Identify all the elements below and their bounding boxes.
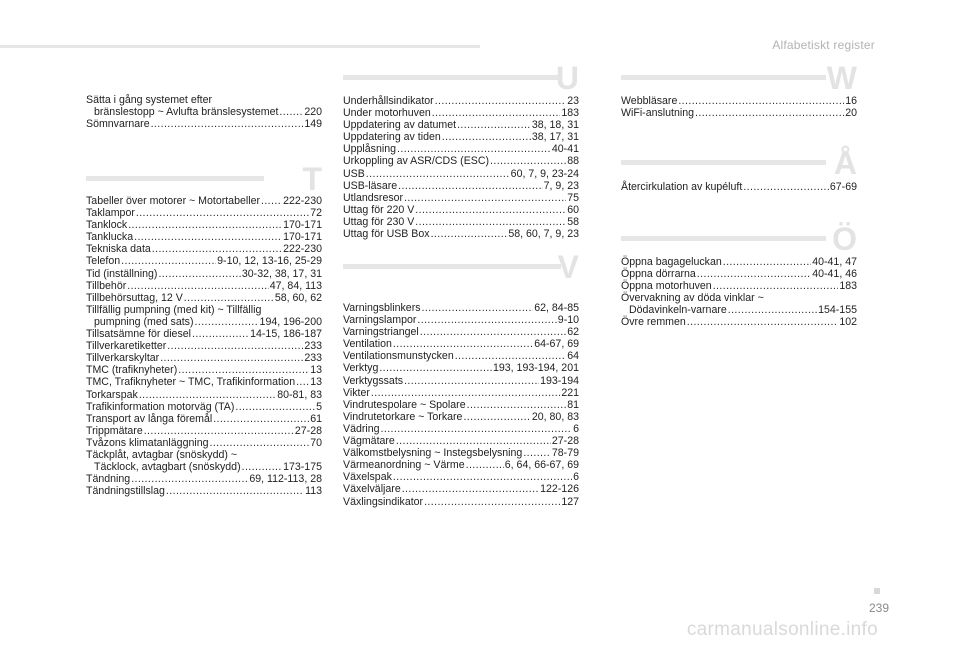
dot-leader	[398, 180, 542, 192]
dot-leader	[723, 256, 812, 268]
dot-leader	[210, 437, 310, 449]
index-entry-pages: 127	[561, 495, 579, 508]
dot-leader	[139, 389, 276, 401]
dot-leader	[424, 496, 560, 508]
dot-leader	[127, 280, 269, 292]
index-entry	[86, 328, 322, 340]
index-entry	[86, 292, 322, 304]
dot-leader	[432, 107, 561, 119]
section-rule	[621, 236, 826, 241]
index-entry	[343, 387, 579, 399]
dot-leader	[152, 243, 282, 255]
index-entry-label: TMC, Trafiknyheter ~ TMC, Trafikinformation	[86, 376, 296, 389]
index-entry-label: Övervakning av döda vinklar ~	[621, 292, 764, 305]
dot-leader	[158, 268, 240, 280]
dot-leader	[417, 314, 556, 326]
index-entry	[343, 180, 579, 192]
index-entry-pages: 60	[567, 203, 579, 216]
index-entry-label: Öppna motorhuven	[621, 280, 712, 293]
index-entry-label: Transport av långa föremål	[86, 412, 213, 425]
index-entry	[86, 231, 322, 243]
section-rule	[621, 75, 826, 80]
index-entry-pages: 183	[561, 107, 579, 120]
dot-leader	[195, 316, 259, 328]
index-entry-pages: 13	[310, 376, 322, 389]
index-entry	[86, 118, 322, 130]
index-entry-pages: 154-155	[818, 304, 857, 317]
dot-leader	[296, 376, 309, 388]
index-entry	[343, 399, 579, 411]
section-header-u	[343, 61, 579, 95]
index-entry-label: Öppna dörrarna	[621, 268, 696, 281]
index-entry-pages: 170-171	[283, 231, 322, 244]
index-entry-pages: 61	[310, 412, 322, 425]
section-v-entries	[343, 302, 579, 508]
dot-leader	[166, 485, 304, 497]
index-entry-label: USB	[343, 167, 365, 180]
index-entry-pages: 27-28	[294, 424, 322, 437]
index-entry-label: Urkoppling av ASR/CDS (ESC)	[343, 155, 490, 168]
watermark-text: carmanualsonline.info	[686, 619, 878, 640]
section-header-v	[343, 250, 579, 284]
index-entry-label: Vägmätare	[343, 435, 395, 448]
index-entry-pages: 9-10, 12, 13-16, 25-29	[217, 255, 322, 268]
index-entry-label: Verktyg	[343, 362, 379, 375]
dot-leader	[467, 399, 567, 411]
index-entry	[343, 423, 579, 435]
index-entry-label: WiFi-anslutning	[621, 107, 695, 120]
index-entry-pages: 183	[839, 280, 857, 293]
intro-entries	[86, 94, 322, 130]
index-entry-pages: 233	[304, 340, 322, 353]
index-entry-pages: 13	[310, 364, 322, 377]
dot-leader	[184, 292, 274, 304]
dot-leader	[366, 168, 510, 180]
index-entry-label: Växelväljare	[343, 483, 401, 496]
dot-leader	[466, 459, 504, 471]
index-entry-pages: 173-175	[283, 461, 322, 474]
section-header-w	[621, 61, 857, 95]
index-entry	[343, 411, 579, 423]
dot-leader	[151, 118, 304, 130]
index-entry	[621, 181, 857, 193]
dot-leader	[697, 268, 811, 280]
page-number: 239	[869, 601, 890, 615]
index-entry	[86, 449, 322, 473]
index-entry	[86, 376, 322, 388]
index-entry-label: Trippmätare	[86, 424, 143, 437]
index-entry-pages: 40-41, 46	[812, 268, 857, 281]
index-entry-label: Ventilationsmunstycken	[343, 350, 454, 363]
index-entry-label: Tillsatsämne för diesel	[86, 328, 191, 341]
dot-leader	[435, 95, 567, 107]
index-entry	[343, 143, 579, 155]
index-entry-label: Växlingsindikator	[343, 495, 424, 508]
index-entry-pages: 58, 60, 7, 9, 23	[508, 228, 579, 241]
index-entry-pages: 102	[839, 316, 857, 329]
dot-leader	[134, 231, 282, 243]
index-entry-label: TMC (trafiknyheter)	[86, 364, 178, 377]
dot-leader	[404, 375, 539, 387]
index-entry-pages: 72	[310, 207, 322, 220]
corner-marker	[874, 588, 880, 594]
index-entry-pages: 16	[845, 95, 857, 107]
dot-leader	[463, 411, 530, 423]
index-entry	[343, 435, 579, 447]
dot-leader	[167, 340, 303, 352]
index-entry-pages: 64	[567, 350, 579, 363]
index-entry	[86, 268, 322, 280]
section-header-a-ring	[621, 146, 857, 180]
index-entry	[86, 389, 322, 401]
index-entry-pages: 6	[573, 422, 579, 435]
dot-leader	[404, 192, 566, 204]
dot-leader	[121, 255, 216, 267]
index-entry-pages: 67-69	[829, 181, 857, 193]
dot-leader	[178, 364, 309, 376]
index-entry-pages: 193, 193-194, 201	[492, 362, 579, 375]
index-entry	[86, 219, 322, 231]
section-o-uml-entries	[621, 256, 857, 329]
dot-leader	[379, 362, 492, 374]
dot-leader	[128, 219, 282, 231]
index-entry-label: Tvåzons klimatanläggning	[86, 436, 209, 449]
index-entry-pages: 7, 9, 23	[543, 179, 579, 192]
index-entry-label: Tabeller över motorer ~ Motortabeller	[86, 195, 260, 207]
index-entry	[86, 280, 322, 292]
index-entry-label: Trafikinformation motorväg (TA)	[86, 400, 235, 413]
dot-leader	[279, 106, 303, 118]
index-entry	[343, 131, 579, 143]
index-entry-label: Uppdatering av tiden	[343, 131, 441, 144]
dot-leader	[728, 304, 817, 316]
index-entry	[86, 485, 322, 497]
dot-leader	[242, 461, 283, 473]
index-entry	[86, 425, 322, 437]
index-entry	[86, 255, 322, 267]
section-letter: V	[557, 249, 579, 285]
index-entry-label: Vindrutespolare ~ Spolare	[343, 398, 466, 411]
index-entry-label: Täckplåt, avtagbar (snöskydd) ~	[86, 448, 238, 461]
index-entry-label: Tillfällig pumpning (med kit) ~ Tillfällig	[86, 303, 262, 316]
index-entry-label: Tändningstillslag	[86, 485, 165, 498]
index-entry-pages: 38, 17, 31	[531, 131, 579, 144]
index-entry-pages: 193-194	[540, 374, 579, 387]
dot-leader	[192, 328, 249, 340]
index-entry-pages: 194, 196-200	[259, 315, 322, 328]
index-entry-pages: 27-28	[551, 435, 579, 448]
index-entry-pages: 20	[845, 107, 857, 120]
index-entry-label: Välkomstbelysning ~ Instegsbelysning	[343, 447, 523, 460]
index-entry-label: Tekniska data	[86, 243, 151, 256]
section-u-entries	[343, 95, 579, 240]
index-entry-label: Varningstriangel	[343, 326, 419, 339]
index-entry-pages: 62, 84-85	[534, 302, 579, 314]
dot-leader	[457, 119, 531, 131]
index-entry-label: Öppna bagageluckan	[621, 256, 722, 268]
index-entry	[86, 401, 322, 413]
dot-leader	[402, 483, 539, 495]
index-entry	[86, 364, 322, 376]
dot-leader	[136, 207, 309, 219]
index-entry	[621, 256, 857, 268]
index-entry	[343, 302, 579, 314]
dot-leader	[144, 425, 294, 437]
page-header-title: Alfabetiskt register	[772, 38, 875, 52]
section-header-o-uml	[621, 222, 857, 256]
index-entry	[343, 314, 579, 326]
index-entry	[621, 292, 857, 316]
index-entry	[343, 459, 579, 471]
index-entry-label: Uppdatering av datumet	[343, 119, 457, 132]
dot-leader	[455, 350, 566, 362]
index-entry	[86, 94, 322, 118]
index-entry-label: Värmeanordning ~ Värme	[343, 459, 465, 472]
index-entry-label: Tillbehörsuttag, 12 V	[86, 291, 183, 304]
index-entry-pages: 60, 7, 9, 23-24	[510, 167, 579, 180]
index-entry-label: Vädring	[343, 422, 380, 435]
header-rule	[0, 45, 480, 48]
index-entry	[343, 228, 579, 240]
section-a-ring-entries	[621, 181, 857, 193]
section-t-entries	[86, 195, 322, 497]
index-entry	[86, 352, 322, 364]
dot-leader	[687, 316, 839, 328]
index-entry-label: Under motorhuven	[343, 107, 431, 120]
index-entry-pages: 170-171	[283, 219, 322, 232]
index-entry	[343, 362, 579, 374]
dot-leader	[371, 387, 560, 399]
index-entry	[86, 207, 322, 219]
dot-leader	[261, 195, 282, 207]
index-entry	[343, 471, 579, 483]
index-entry-pages: 38, 18, 31	[531, 119, 579, 132]
index-entry-label: Verktygssats	[343, 374, 404, 387]
section-letter: Å	[833, 145, 857, 181]
index-entry-label: Varningslampor	[343, 314, 417, 327]
dot-leader	[431, 228, 508, 240]
index-entry-label: Uttag för USB Box	[343, 228, 430, 241]
section-rule	[343, 264, 561, 269]
index-entry-continuation: Täcklock, avtagbart (snöskydd)	[94, 461, 241, 474]
dot-leader	[422, 302, 534, 314]
index-entry-continuation: Dödavinkeln-varnare	[629, 304, 727, 317]
index-entry-pages: 40-41, 47	[812, 256, 857, 268]
index-entry-continuation: pumpning (med sats)	[94, 315, 194, 328]
dot-leader	[695, 107, 844, 119]
index-entry	[343, 338, 579, 350]
dot-leader	[490, 155, 566, 167]
section-rule	[343, 75, 561, 80]
index-entry-label: Tillverkarskyltar	[86, 352, 160, 365]
index-entry-label: Tanklucka	[86, 231, 134, 244]
dot-leader	[415, 204, 566, 216]
index-entry-label: Tillverkaretiketter	[86, 340, 167, 353]
section-letter: W	[826, 60, 857, 96]
index-entry-label: Telefon	[86, 255, 121, 268]
dot-leader	[415, 216, 566, 228]
index-entry-label: Taklampor	[86, 207, 135, 220]
index-entry-pages: 81	[567, 398, 579, 411]
index-entry-pages: 6	[573, 471, 579, 484]
index-entry-pages: 47, 84, 113	[269, 279, 322, 292]
index-entry-label: Upplåsning	[343, 143, 397, 156]
index-entry-pages: 40-41	[551, 143, 579, 156]
index-entry	[343, 216, 579, 228]
index-entry	[621, 95, 857, 107]
index-entry-label: Utlandsresor	[343, 191, 404, 204]
index-entry	[621, 268, 857, 280]
section-letter: U	[555, 60, 579, 96]
dot-leader	[131, 473, 248, 485]
index-entry-label: Övre remmen	[621, 316, 686, 329]
index-entry-continuation: bränslestopp ~ Avlufta bränslesystemet	[94, 106, 279, 119]
index-entry-label: Tändning	[86, 473, 131, 486]
index-entry-pages: 221	[561, 386, 579, 399]
dot-leader	[160, 352, 303, 364]
index-entry-label: Tillbehör	[86, 279, 127, 292]
index-entry-label: Återcirkulation av kupéluft	[621, 181, 743, 193]
index-entry	[343, 107, 579, 119]
index-entry-pages: 20, 80, 83	[531, 410, 579, 423]
dot-leader	[397, 143, 551, 155]
index-entry-label: Sömnvarnare	[86, 118, 150, 131]
section-rule	[621, 160, 826, 165]
index-entry-pages: 9-10	[557, 314, 579, 327]
dot-leader	[381, 423, 573, 435]
index-entry-pages: 80-81, 83	[277, 388, 322, 401]
section-rule	[86, 176, 264, 181]
section-letter: Ö	[832, 221, 857, 257]
index-entry-pages: 6, 64, 66-67, 69	[504, 459, 579, 472]
section-letter: T	[302, 161, 322, 197]
index-entry-pages: 23	[567, 95, 579, 107]
index-entry	[343, 168, 579, 180]
index-entry	[86, 340, 322, 352]
index-entry-label: Webbläsare	[621, 95, 678, 107]
index-entry	[343, 350, 579, 362]
index-entry-pages: 5	[316, 400, 322, 413]
index-entry-label: Uttag för 230 V	[343, 215, 415, 228]
index-entry-pages: 14-15, 186-187	[250, 328, 322, 341]
index-entry	[86, 437, 322, 449]
index-entry-label: Varningsblinkers	[343, 302, 421, 314]
index-entry-pages: 222-230	[283, 195, 322, 207]
index-entry-label: Vikter	[343, 386, 370, 399]
dot-leader	[713, 280, 839, 292]
index-entry-label: Sätta i gång systemet efter	[86, 94, 213, 106]
index-entry	[343, 95, 579, 107]
index-entry	[343, 155, 579, 167]
index-entry-pages: 149	[304, 118, 322, 131]
dot-leader	[393, 471, 572, 483]
index-entry-label: Uttag för 220 V	[343, 203, 415, 216]
section-w-entries	[621, 95, 857, 119]
index-entry-pages: 58	[567, 215, 579, 228]
section-header-t	[86, 162, 322, 196]
dot-leader	[743, 181, 829, 193]
index-entry-pages: 88	[567, 155, 579, 168]
index-entry	[343, 496, 579, 508]
index-entry-pages: 62	[567, 326, 579, 339]
dot-leader	[393, 338, 533, 350]
index-entry	[343, 375, 579, 387]
index-entry-pages: 64-67, 69	[534, 338, 579, 351]
index-entry	[86, 304, 322, 328]
index-entry-pages: 78-79	[551, 447, 579, 460]
dot-leader	[235, 401, 315, 413]
index-entry-pages: 69, 112-113, 28	[249, 473, 322, 486]
index-entry-pages: 30-32, 38, 17, 31	[241, 267, 322, 280]
index-entry	[86, 243, 322, 255]
index-entry-pages: 220	[304, 106, 322, 119]
index-entry	[86, 195, 322, 207]
dot-leader	[678, 95, 844, 107]
index-entry-pages: 70	[310, 436, 322, 449]
index-entry-label: Torkarspak	[86, 388, 138, 401]
index-entry	[343, 204, 579, 216]
index-entry-label: USB-läsare	[343, 179, 398, 192]
index-entry-label: Vindrutetorkare ~ Torkare	[343, 410, 463, 423]
index-entry-label: Tanklock	[86, 219, 128, 232]
index-entry	[86, 473, 322, 485]
dot-leader	[420, 326, 566, 338]
dot-leader	[523, 447, 551, 459]
index-entry	[343, 326, 579, 338]
index-entry-pages: 58, 60, 62	[274, 291, 322, 304]
index-entry-label: Växelspak	[343, 471, 392, 484]
dot-leader	[213, 413, 309, 425]
index-entry	[621, 316, 857, 328]
index-entry-label: Tid (inställning)	[86, 267, 158, 280]
index-entry-pages: 113	[305, 485, 322, 498]
index-entry-label: Underhållsindikator	[343, 95, 434, 107]
index-entry	[621, 107, 857, 119]
index-entry-pages: 233	[304, 352, 322, 365]
index-entry	[343, 483, 579, 495]
index-entry	[86, 413, 322, 425]
index-entry-pages: 122-126	[540, 483, 579, 496]
index-entry-pages: 222-230	[283, 243, 322, 256]
index-entry	[343, 119, 579, 131]
dot-leader	[442, 131, 531, 143]
index-entry	[343, 447, 579, 459]
index-entry-pages: 75	[567, 191, 579, 204]
index-entry-label: Ventilation	[343, 338, 392, 351]
dot-leader	[396, 435, 551, 447]
index-entry	[621, 280, 857, 292]
index-entry	[343, 192, 579, 204]
